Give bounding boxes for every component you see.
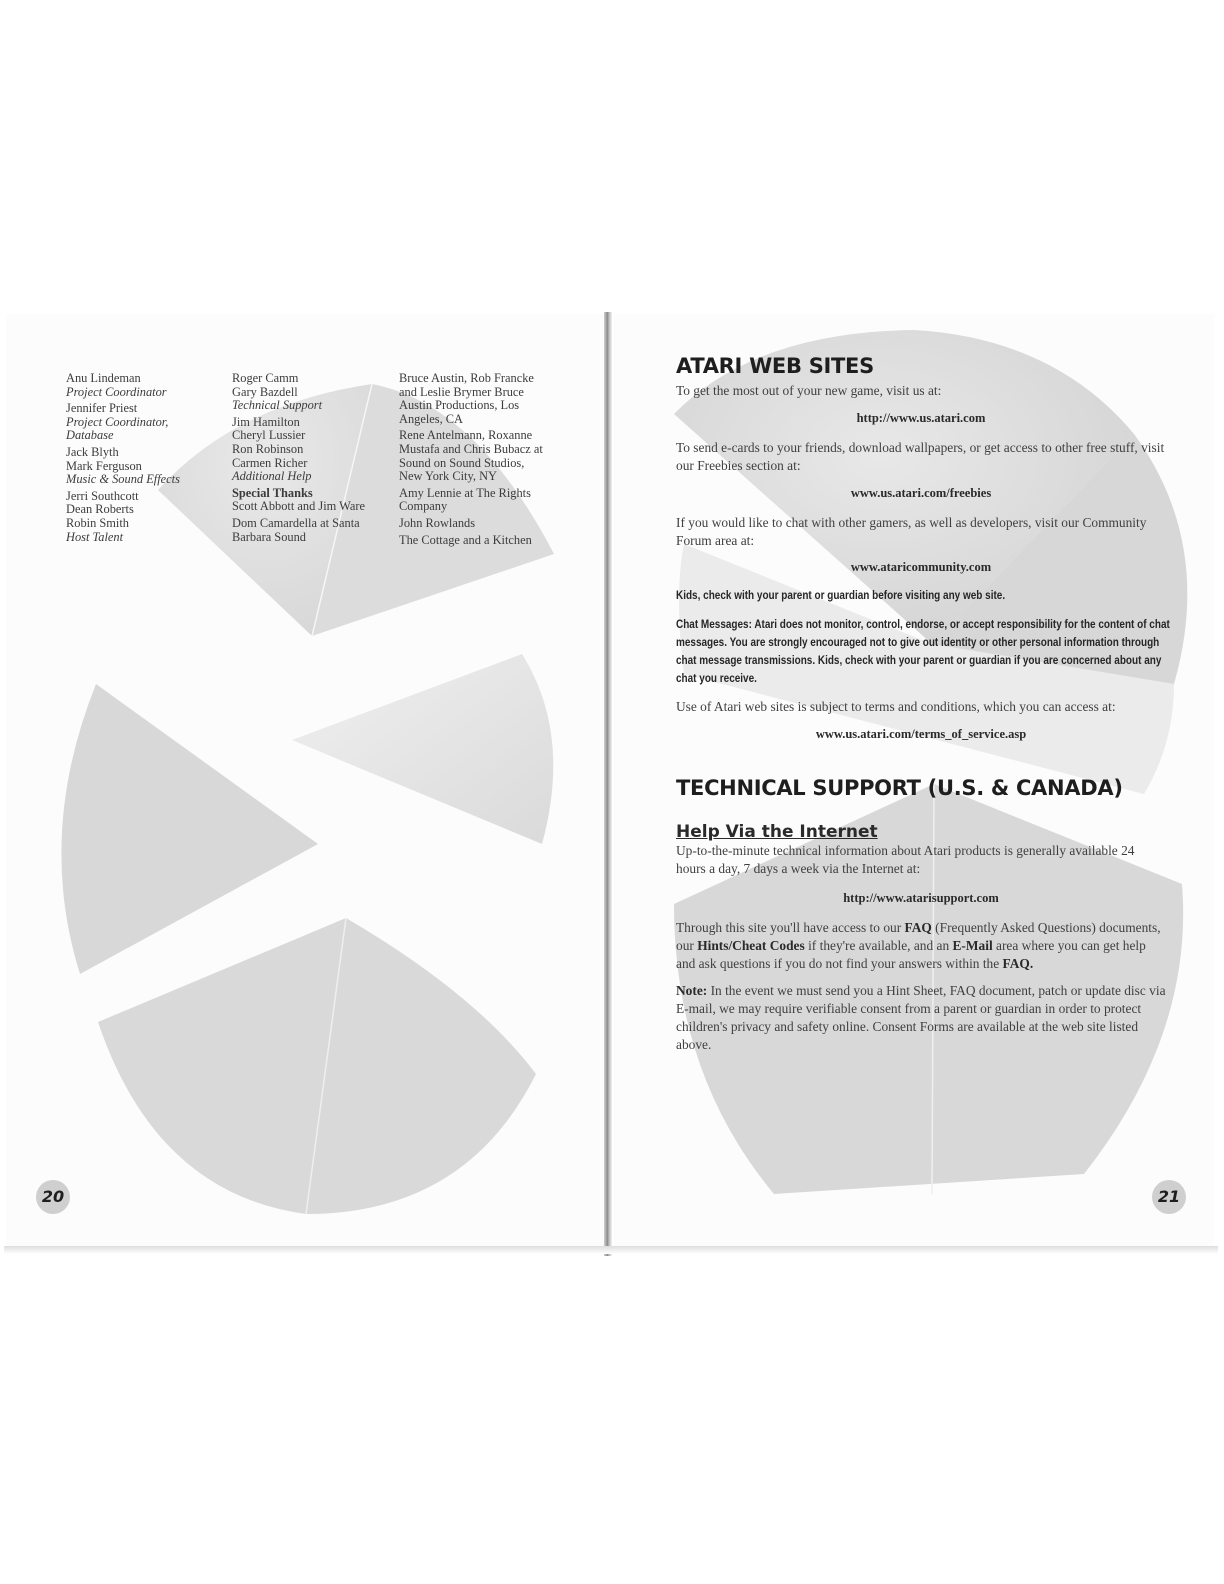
email-term: E-Mail (952, 938, 993, 953)
credit-name: Rene Antelmann, Roxanne Mustafa and Chris Bubacz at Sound on Sound Studios, New York City, NY (399, 428, 543, 484)
credit-entry (399, 534, 549, 548)
credit-entry (399, 517, 549, 531)
faq-term: FAQ (904, 920, 932, 935)
credit-heading: Special Thanks (232, 485, 313, 500)
credit-role: Host Talent (66, 529, 124, 544)
help-via-internet-heading: Help Via the Internet (676, 822, 878, 842)
credit-entry (66, 402, 216, 443)
intro-text: To get the most out of your new game, visit us at: (676, 383, 942, 398)
credit-name: The Cottage and a Kitchen (399, 532, 532, 547)
help-text: Up-to-the-minute technical information about Atari products is generally available 24 hours a day, 7 days a week via the Internet at: (676, 843, 1135, 876)
credit-entry (232, 372, 384, 413)
url-main-link[interactable]: http://www.us.atari.com (856, 411, 986, 425)
credit-name: Bruce Austin, Rob Francke and Leslie Brymer Bruce Austin Productions, Los Angeles, CA (399, 371, 534, 426)
credit-role: Additional Help (232, 469, 312, 484)
hints-cheat-codes-term: Hints/Cheat Codes (697, 938, 805, 953)
credit-name: Scott Abbott and Jim Ware (232, 499, 365, 514)
credit-entry (232, 416, 384, 484)
left-page (6, 314, 606, 1252)
credit-role: Project Coordinator (66, 384, 167, 399)
credit-name: Jerri Southcott Dean Roberts Robin Smith (66, 488, 139, 530)
book-spine (604, 312, 612, 1256)
credit-entry (66, 372, 216, 399)
chat-messages-notice: Chat Messages: Atari does not monitor, control, endorse, or accept responsibility for the content of chat messages. You are strongly encouraged not to give out identity or other personal information through chat message transmissions. Kids, check with your parent or guardian if you are concerned about any chat you receive. (676, 618, 1170, 685)
faq-paragraph: Through this site you'll have access to our FAQ (Frequently Asked Questions) documents, our Hints/Cheat Codes if they're available, and an E-Mail area where you can get help and ask questions if you do not find your answers within the FAQ. (676, 920, 1161, 971)
note-label: Note: (676, 983, 708, 998)
credit-entry (399, 487, 549, 514)
right-page (614, 314, 1214, 1252)
page-number: 20 (36, 1180, 70, 1214)
credits-column-1 (66, 372, 216, 547)
url-freebies-link[interactable]: www.us.atari.com/freebies (850, 486, 992, 500)
note-paragraph: Note: In the event we must send you a Hint Sheet, FAQ document, patch or update disc via E-mail, we may require verifiable consent from a parent or guardian in order to protect children's privacy and safety online. Consent Forms are available at the web site listed above. (676, 983, 1166, 1052)
url-terms-link[interactable]: www.us.atari.com/terms_of_service.asp (815, 727, 1027, 741)
kids-warning: Kids, check with your parent or guardian before visiting any web site. (676, 589, 1006, 602)
credit-name: John Rowlands (399, 515, 476, 530)
credit-name: Anu Lindeman (66, 371, 141, 385)
credits-column-2 (232, 372, 384, 547)
url-support-link[interactable]: http://www.atarisupport.com (843, 891, 999, 905)
page-bottom-shadow (4, 1246, 1218, 1254)
credit-name: Roger Camm Gary Bazdell (232, 371, 299, 399)
credit-role: Project Coordinator, Database (66, 414, 169, 443)
credit-name: Jennifer Priest (66, 401, 138, 416)
credit-role: Technical Support (232, 398, 323, 413)
terms-text: Use of Atari web sites is subject to terms and conditions, which you can access at: (676, 699, 1116, 714)
faq-term-end: FAQ. (1002, 956, 1034, 971)
credit-entry (66, 446, 216, 487)
credit-name: Dom Camardella at Santa Barbara Sound (232, 515, 360, 544)
page-number: 21 (1152, 1180, 1186, 1214)
credit-name: Jim Hamilton Cheryl Lussier Ron Robinson Carmen Richer (232, 414, 308, 470)
credit-name: Amy Lennie at The Rights Company (399, 485, 531, 514)
credit-entry (66, 490, 216, 544)
credit-entry (232, 487, 384, 514)
credit-entry (399, 372, 549, 426)
credit-entry (232, 517, 384, 544)
url-forum-link[interactable]: www.ataricommunity.com (850, 560, 992, 574)
technical-support-heading: TECHNICAL SUPPORT (U.S. & CANADA) (676, 776, 1123, 800)
credit-entry (399, 429, 549, 483)
forum-text: If you would like to chat with other gamers, as well as developers, visit our Community Forum area at: (676, 515, 1147, 548)
atari-web-sites-heading: ATARI WEB SITES (676, 354, 874, 378)
credits-column-3 (399, 372, 549, 550)
credit-role: Music & Sound Effects (66, 472, 180, 487)
ecards-text: To send e-cards to your friends, download wallpapers, or get access to other free stuff, visit our Freebies section at: (676, 440, 1165, 473)
credit-name: Jack Blyth Mark Ferguson (66, 444, 142, 473)
